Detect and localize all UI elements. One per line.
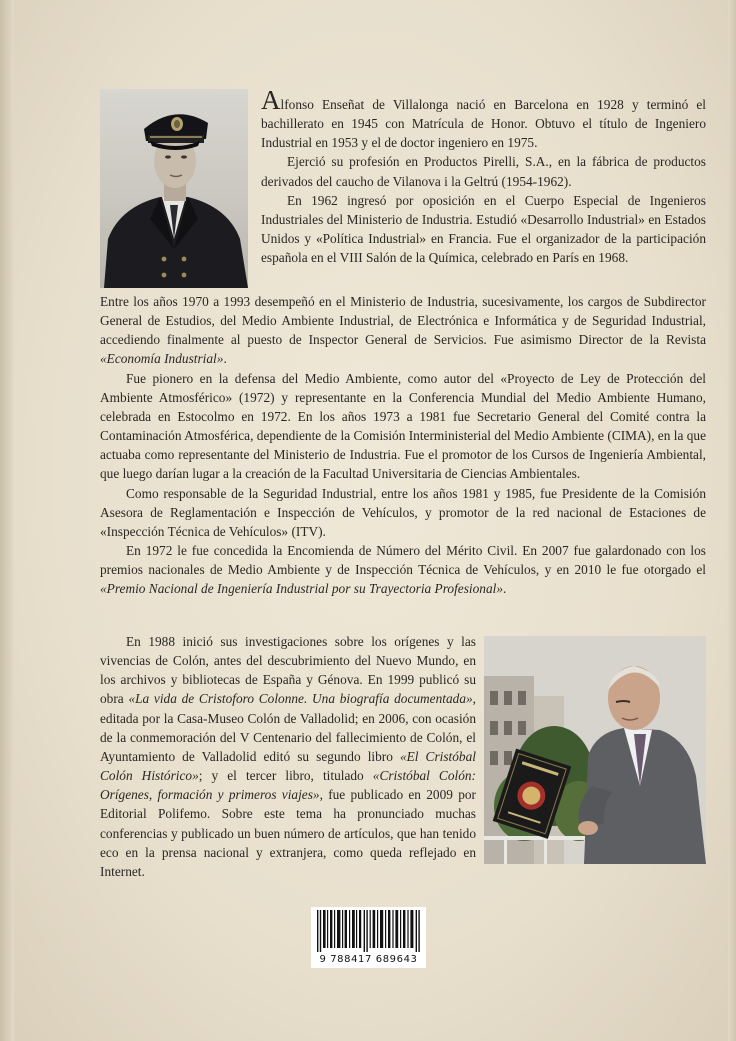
paragraph-environment: Fue pionero en la defensa del Medio Ambiente, como autor del «Proyecto de Ley de Protección del Ambiente Atmosférico» (1972) y representante en la Conferencia Mundial del Medio Ambiente Humano, celebrada en Estocolmo en 1972. En los años 1973 a 1981 fue Secretario General del Comité contra la Contaminación Atmosférica, dependiente de la Comisión Interministerial del Medio Ambiente (CIMA), en la que actuaba como representante del Ministerio de Industria. Fue el promotor de los Cursos de Ingeniería Ambiental, que luego darían lugar a la creación de la Facultad Universitaria de Ciencias Ambientales. [100,370,706,482]
paragraph-intro [261,85,706,152]
award-title: «Premio Nacional de Ingeniería Industrial por su Trayectoria Profesional» [100,581,504,597]
author-with-book-illustration [484,636,706,864]
isbn-digits: 9 788417 689643 [319,954,418,965]
paragraph-pirelli: Ejerció su profesión en Productos Pirelli, S.A., en la fábrica de productos derivados del caucho de Vilanova i la Geltrú (1954-1962). [261,154,706,189]
drop-cap: A [261,85,281,115]
columbus-text-block [100,632,476,881]
paragraph-awards: En 1972 le fue concedida la Encomienda de Número del Mérito Civil. En 2007 fue galardonado con los premios nacionales de Medio Ambiente y de Inspección Técnica de Vehículos, y en 2010 le fue otorgado el «Premio Nacional de Ingeniería Industrial por su Trayectoria Profesional». [100,543,706,597]
intro-text: lfonso Enseñat de Villalonga nació en Barcelona en 1928 y terminó el bachillerato en 1945 con Matrícula de Honor. Obtuvo el título de Ingeniero Industrial en 1953 y el de doctor ingeniero en 1975. [261,97,706,151]
book-title-1: «La vida de Cristoforo Colonne. Una biografía documentada» [128,691,473,707]
paragraph-ministry: Entre los años 1970 a 1993 desempeñó en el Ministerio de Industria, sucesivamente, los cargos de Subdirector General de Estudios, del Medio Ambiente Industrial, de Electrónica e Informática y de Seguridad Industrial, accediendo finalmente al puesto de Inspector General de Servicios. Fue asimismo Director de la Revista «Economía Industrial». [100,294,706,367]
book-title-2: «El Cristóbal Colón Histórico» [100,748,476,784]
paragraph-1962: En 1962 ingresó por oposición en el Cuerpo Especial de Ingenieros Industriales del Ministerio de Industria. Estudió «Desarrollo Industrial» en Estados Unidos y «Política Industrial» en Francia. Fue el organizador de la participación española en el VIII Salón de la Química, celebrado en París en 1968. [261,192,706,266]
paragraph-columbus: En 1988 inició sus investigaciones sobre los orígenes y las vivencias de Colón, antes del descubrimiento del Nuevo Mundo, en los archivos y bibliotecas de España y Génova. En 1999 publicó su obra «La vida de Cristoforo Colonne. Una biografía documentada», editada por la Casa-Museo Colón de Valladolid; en 2006, con ocasión de la conmemoración del V Centenario del fallecimiento de Colón, el Ayuntamiento de Valladolid editó su segundo libro «El Cristóbal Colón Histórico»; y el tercer libro, titulado «Cristóbal Colón: Orígenes, formación y primeros viajes», fue publicado en 2009 por Editorial Polifemo. Sobre este tema ha pronunciado muchas conferencias y publicado un buen número de artículos, que han tenido eco en la prensa nacional y extranjera, como queda reflejado en Internet. [100,634,477,879]
young-officer-illustration [100,89,248,288]
cover-edge-right [728,0,736,1041]
magazine-title: «Economía Industrial» [100,351,224,367]
intro-text-block [261,85,706,267]
elderly-author-photo [484,636,706,864]
cover-edge-left [0,0,14,1041]
career-text-block [100,292,706,599]
isbn-barcode [311,907,426,968]
book-title-3: «Cristóbal Colón: Orígenes, formación y primeros viajes» [100,768,476,803]
barcode-bars [311,907,426,954]
young-officer-photo [100,89,248,288]
paragraph-safety: Como responsable de la Seguridad Industrial, entre los años 1981 y 1985, fue Presidente de la Comisión Asesora de Reglamentación e Inspección de Vehículos, y promotor de la red nacional de Estaciones de «Inspección Técnica de Vehículos» (ITV). [100,485,706,539]
